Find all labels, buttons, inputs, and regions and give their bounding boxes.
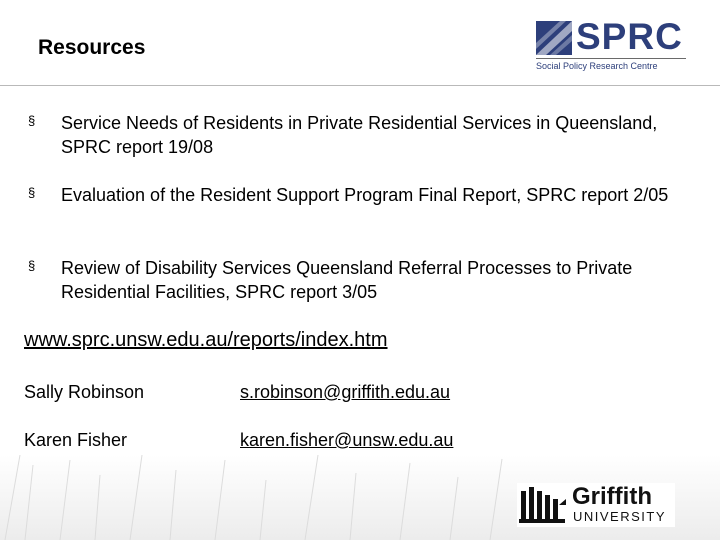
slide-title: Resources (38, 36, 146, 59)
decorative-streaks (0, 455, 520, 540)
sprc-rule (536, 58, 686, 59)
contact-email-link[interactable]: karen.fisher@unsw.edu.au (240, 430, 454, 450)
bullet-icon: § (28, 258, 36, 273)
contact-email-link[interactable]: s.robinson@griffith.edu.au (240, 382, 451, 402)
header-divider (0, 85, 720, 86)
list-item-text: Evaluation of the Resident Support Program Final Report, SPRC report 2/05 (61, 185, 669, 205)
bullet-icon: § (28, 113, 36, 128)
sprc-logo (533, 18, 691, 74)
griffith-logo (517, 483, 675, 527)
sprc-emblem-icon (536, 21, 572, 55)
griffith-subtitle: UNIVERSITY (573, 509, 667, 524)
contact-name: Sally Robinson (24, 382, 145, 402)
contact-name: Karen Fisher (24, 430, 128, 450)
list-item-text: Service Needs of Residents in Private Residential Services in Queensland, SPRC report 19/08 (61, 113, 658, 157)
bullet-icon: § (28, 185, 36, 200)
reports-link[interactable]: www.sprc.unsw.edu.au/reports/index.htm (24, 329, 388, 351)
griffith-wordmark: Griffith (572, 483, 652, 510)
sprc-wordmark: SPRC (576, 16, 683, 57)
sprc-subtitle: Social Policy Research Centre (536, 61, 658, 71)
griffith-emblem-icon (519, 485, 567, 525)
list-item-text: Review of Disability Services Queensland Referral Processes to Private Residential Facilities, SPRC report 3/05 (61, 258, 633, 302)
